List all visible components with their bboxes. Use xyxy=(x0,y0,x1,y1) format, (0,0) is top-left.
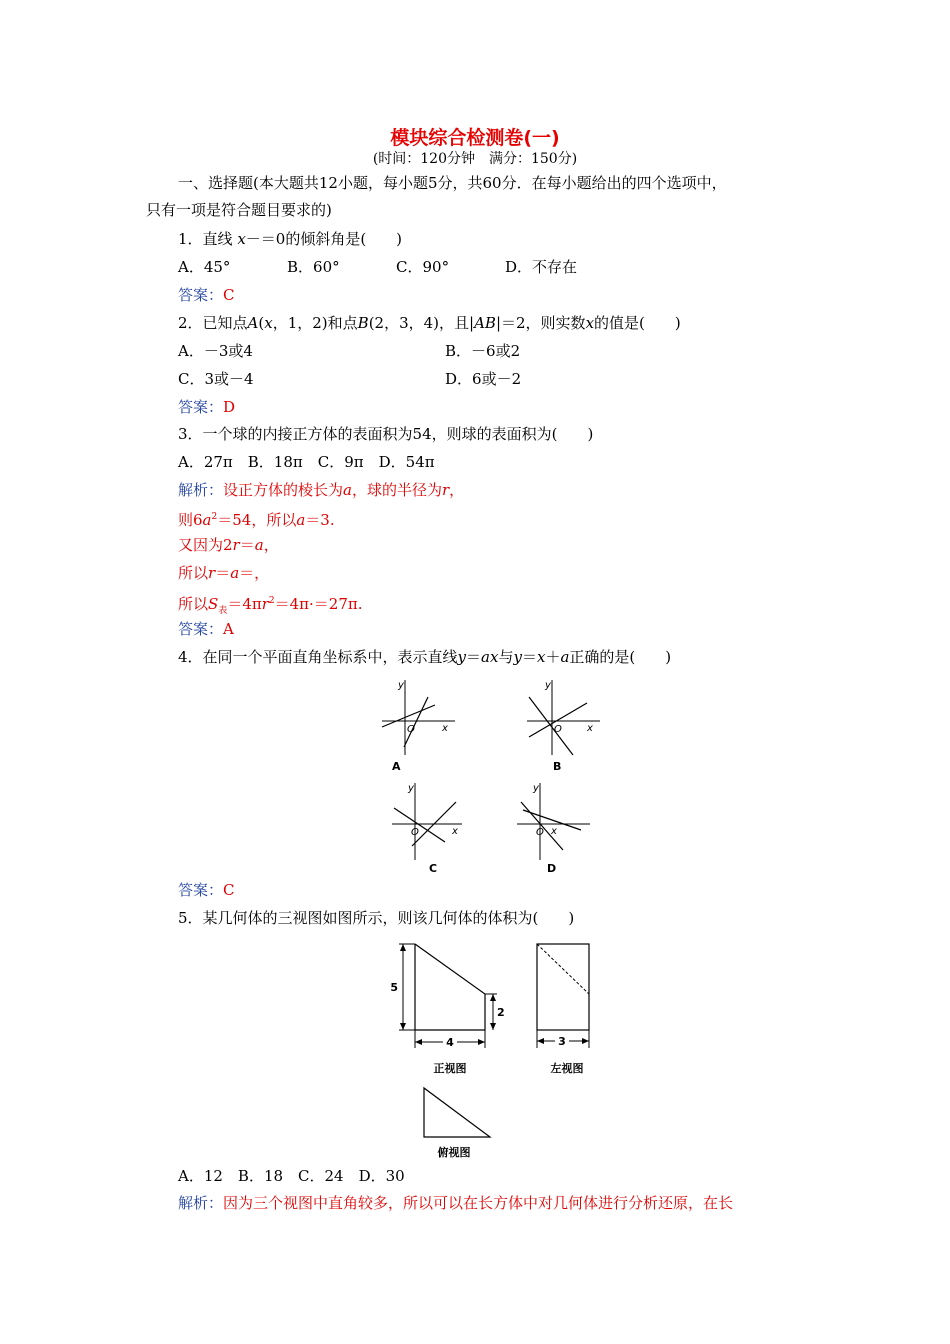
q3-options: A．27π B．18π C．9π D．54π xyxy=(178,453,435,471)
q2-stem: 2．已知点A(x，1，2)和点B(2，3，4)，且|AB|＝2，则实数x的值是( ) xyxy=(178,314,681,332)
q3-stem: 3．一个球的内接正方体的表面积为54，则球的表面积为( ) xyxy=(178,425,594,443)
q5-dim-3: 3 xyxy=(558,1035,566,1048)
q4-b-label: B xyxy=(553,760,562,773)
q1-option-a: A．45° xyxy=(178,258,231,276)
q4-b-origin: O xyxy=(554,724,562,735)
q3-solution-line3: 又因为2r＝a， xyxy=(178,536,279,554)
q4-c-y-label: y xyxy=(408,783,414,794)
q5-solution: 解析：因为三个视图中直角较多，所以可以在长方体中对几何体进行分析还原，在长 xyxy=(178,1194,734,1212)
q4-answer: 答案：C xyxy=(178,881,235,899)
q2-option-b: B．－6或2 xyxy=(445,342,521,360)
q5-options: A．12 B．18 C．24 D．30 xyxy=(178,1167,405,1185)
q2-option-d: D．6或－2 xyxy=(445,370,522,388)
section-heading-line1: 一、选择题(本大题共12小题，每小题5分，共60分．在每小题给出的四个选项中， xyxy=(178,174,727,192)
exam-info: (时间：120分钟 满分：150分) xyxy=(372,151,578,167)
q2-option-a: A．－3或4 xyxy=(178,342,253,360)
page-title: 模块综合检测卷(一) xyxy=(390,127,560,149)
q5-dim-2: 2 xyxy=(497,1006,505,1019)
q4-a-y-label: y xyxy=(398,680,404,691)
q4-d-x-label: x xyxy=(551,826,557,837)
q1-option-d: D．不存在 xyxy=(505,258,578,276)
q5-top-label: 俯视图 xyxy=(437,1146,471,1159)
q5-front-view xyxy=(360,938,520,1078)
q3-solution-line5: 所以$S_表=4\pi r^2=4\pi\cdot=27\pi$. xyxy=(178,595,363,616)
q1-stem: 1．直线 x－＝0的倾斜角是( ) xyxy=(178,230,403,248)
q4-b-x-label: x xyxy=(587,723,593,734)
q5-side-view xyxy=(525,938,615,1078)
q4-c-label: C xyxy=(429,862,438,875)
q4-graph-a xyxy=(380,675,460,775)
q4-graph-b xyxy=(525,675,605,775)
q4-c-x-label: x xyxy=(452,826,458,837)
q1-option-b: B．60° xyxy=(287,258,340,276)
q5-stem: 5．某几何体的三视图如图所示，则该几何体的体积为( ) xyxy=(178,909,575,927)
q5-front-label: 正视图 xyxy=(433,1062,467,1075)
q4-d-y-label: y xyxy=(533,783,539,794)
q4-stem: 4．在同一个平面直角坐标系中，表示直线y＝ax与y＝x＋a正确的是( ) xyxy=(178,648,672,666)
q4-d-origin: O xyxy=(536,827,544,838)
q1-option-c: C．90° xyxy=(396,258,450,276)
q2-option-c: C．3或－4 xyxy=(178,370,254,388)
q5-side-label: 左视图 xyxy=(550,1062,584,1075)
q5-top-view xyxy=(410,1082,500,1162)
section-heading-line2: 只有一项是符合题目要求的) xyxy=(146,201,332,219)
q4-c-origin: O xyxy=(411,827,419,838)
q3-solution-line1: 解析：设正方体的棱长为a，球的半径为r， xyxy=(178,481,465,499)
q4-graph-d xyxy=(515,778,595,878)
q4-a-x-label: x xyxy=(442,723,448,734)
q4-graph-c xyxy=(390,778,470,878)
q5-dim-5: 5 xyxy=(390,981,398,994)
q4-d-label: D xyxy=(547,862,557,875)
q3-solution-line4: 所以r＝a＝， xyxy=(178,564,270,582)
q1-answer: 答案：C xyxy=(178,286,235,304)
q5-dim-4: 4 xyxy=(446,1036,454,1049)
q2-answer: 答案：D xyxy=(178,398,236,416)
q3-answer: 答案：A xyxy=(178,620,234,638)
q4-a-label: A xyxy=(392,760,401,773)
q4-a-origin: O xyxy=(407,724,415,735)
q3-solution-line2: 则$6a^2=54$，所以a＝3. xyxy=(178,511,335,529)
q4-b-y-label: y xyxy=(545,680,551,691)
